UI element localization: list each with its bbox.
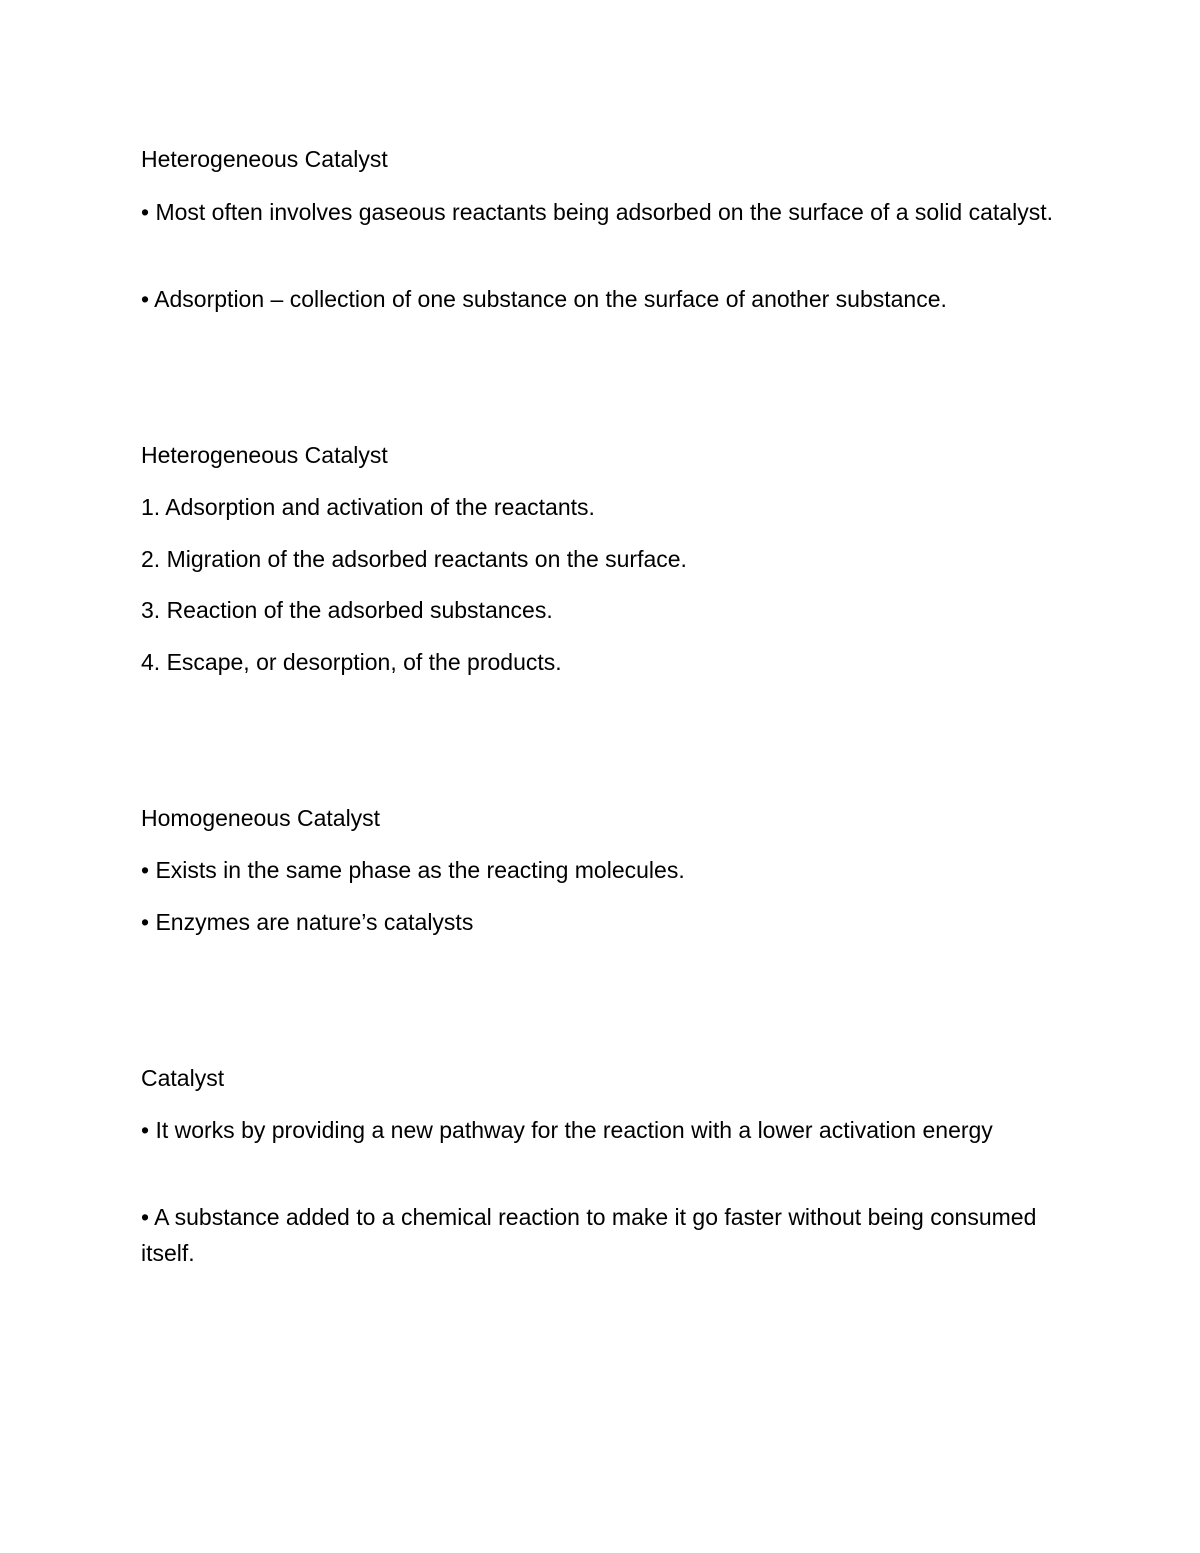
bullet-item: • Enzymes are nature’s catalysts (141, 909, 474, 935)
bullet-item: • A substance added to a chemical reaction to make it go faster without being consumed itself. (141, 1204, 1037, 1266)
numbered-item: 4. Escape, or desorption, of the products. (141, 649, 562, 675)
section-heading: Heterogeneous Catalyst (141, 442, 388, 468)
section-heading: Catalyst (141, 1065, 225, 1091)
numbered-item: 3. Reaction of the adsorbed substances. (141, 597, 553, 623)
bullet-item: • It works by providing a new pathway for the reaction with a lower activation energy (141, 1117, 993, 1143)
bullet-item: • Exists in the same phase as the reacting molecules. (141, 857, 685, 883)
section-heading: Heterogeneous Catalyst (141, 146, 388, 172)
section-heading: Homogeneous Catalyst (141, 805, 381, 831)
bullet-item: • Adsorption – collection of one substance on the surface of another substance. (141, 286, 947, 312)
numbered-item: 2. Migration of the adsorbed reactants on the surface. (141, 546, 687, 572)
numbered-item: 1. Adsorption and activation of the reactants. (141, 494, 595, 520)
bullet-item: • Most often involves gaseous reactants being adsorbed on the surface of a solid catalyst. (141, 199, 1053, 225)
